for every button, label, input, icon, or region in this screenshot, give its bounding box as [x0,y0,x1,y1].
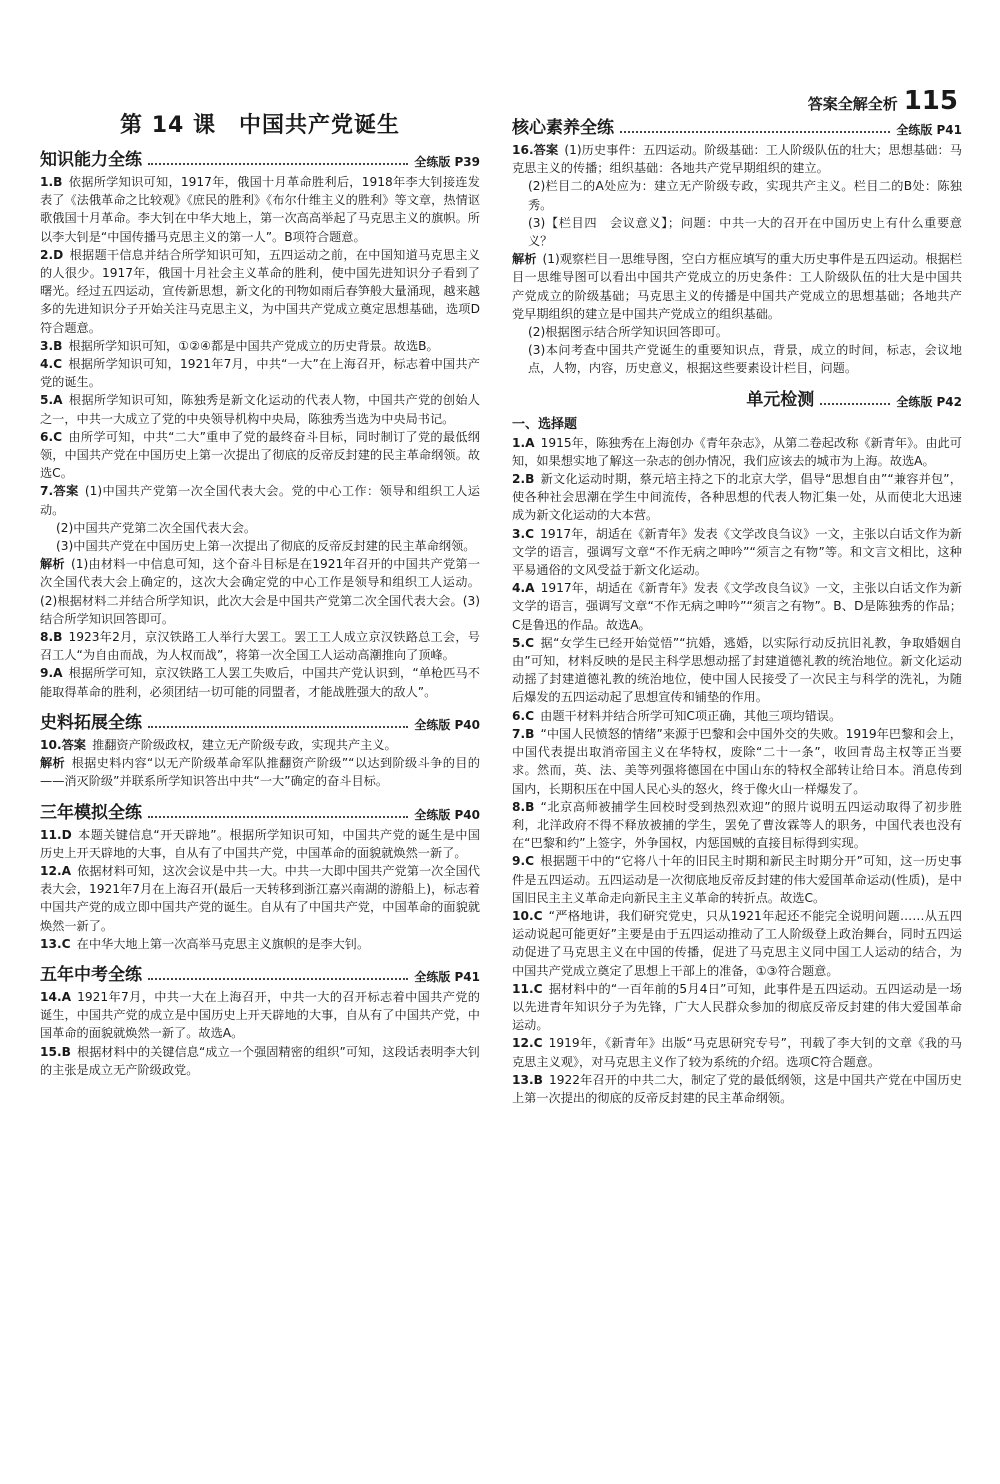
page-number: 115 [903,86,958,116]
answer-item [512,725,962,798]
answer-item [512,707,962,725]
analysis-label: 解析 [40,557,65,572]
answer-number: 14.A [40,989,72,1004]
answer-text: 1917年，胡适在《新青年》发表《文学改良刍议》一文，主张以白话文作为新文学的语言，强调写文章“不作无病之呻吟”“须言之有物”等。和文言文相比，这种平易通俗的文风受益于新文化运动。 [512,526,962,578]
answer-number: 13.C [40,936,71,951]
section-header [40,960,480,985]
answer-text: 新文化运动时期，蔡元培主持之下的北京大学，倡导“思想自由”“兼容并包”，使各种社会思潮在学生中间流传，各种思想的代表人物汇集一处，从而使北大迅速成为新文化运动的大本营。 [512,472,962,523]
answer-number: 3.B [40,338,63,353]
answer-item [512,579,962,634]
answer-item [512,980,962,1035]
section-title: 知识能力全练 [40,150,142,170]
answer-text: 由所学可知，中共“二大”重申了党的最终奋斗目标，同时制订了党的最低纲领，中国共产党在中国历史上第一次提出了彻底的反帝反封建的民主革命纲领。故选C。 [40,429,480,481]
analysis-text: (1)由材料一中信息可知，这个奋斗目标是在1921年召开的中国共产党第一次全国代表大会上确定的，这次大会确定党的中心工作是领导和组织工人运动。(2)根据材料二并结合所学知识，此次大会是中国共产党第二次全国代表大会。(3)结合所学知识回答即可。 [40,557,481,626]
answer-text: 据“女学生已经开始觉悟”“抗婚，逃婚，以实际行动反抗旧礼教，争取婚姻自由”可知，材料反映的是民主科学思想动摇了封建道德礼教的统治地位。新文化运动动摇了封建道德礼教的统治地位，使中国人民接受了一次民主与科学的洗礼，为随后爆发的五四运动起了思想宣传和铺垫的作用。 [512,635,962,705]
section-header [40,708,480,733]
answer-number: 6.C [40,429,63,444]
analysis-text: (1)观察栏目一思维导图，空白方框应填写的重大历史事件是五四运动。根据栏目一思维导图可以看出中国共产党成立的历史条件：工人阶级队伍的壮大是中国共产党成立的阶级基础；马克思主义的传播是中国共产党成立的思想基础；各地共产党早期组织的建立是中国共产党成立的组织基础。 [512,252,963,321]
section-gap [40,953,480,955]
right-sections [512,113,962,1109]
answer-text: 由题干材料并结合所学可知C项正确，其他三项均错误。 [540,708,842,723]
answer-item [40,355,480,391]
analysis-label: 解析 [40,756,66,771]
answer-number: 4.C [40,357,63,372]
answer-text: 根据所学可知，京汉铁路工人罢工失败后，中国共产党认识到，“单枪匹马不能取得革命的胜利，必须团结一切可能的同盟者，才能战胜强大的敌人”。 [40,666,480,699]
section-title: 核心素养全练 [512,118,614,138]
answer-text: 1922年召开的中共二大，制定了党的最低纲领，这是中国共产党在中国历史上第一次提出的彻底的反帝反封建的民主革命纲领。 [512,1072,962,1105]
section-gap [512,1107,962,1109]
dotted-leader [148,162,408,165]
dotted-leader [148,977,408,980]
analysis-text: 根据史料内容“以无产阶级革命军队推翻资产阶级”“以达到阶级斗争的目的——消灭阶级”并联系所学知识答出中共“一大”确定的奋斗目标。 [40,756,480,789]
answer-text: 1919年，《新青年》出版“马克思研究专号”，刊载了李大钊的文章《我的马克思主义观》，对马克思主义作了较为系统的介绍。选项C符合题意。 [512,1036,962,1069]
section-header [512,113,962,138]
section-header [512,385,962,410]
answer-text: 根据题干信息并结合所学知识可知，五四运动之前，在中国知道马克思主义的人很少。1917年，俄国十月社会主义革命的胜利，使中国先进知识分子看到了曙光。经过五四运动，宣传新思想，新文化的刊物如雨后春笋般大量涌现，越来越多的先进知识分子开始关注马克思主义，为中国共产党成立奠定思想基础，选项D符合题意。 [40,247,480,335]
answer-number: 3.C [512,526,535,541]
answer-item [512,1034,962,1070]
dotted-leader [148,725,408,728]
answer-item [40,988,480,1043]
answer-text: “中国人民愤怒的情绪”来源于巴黎和会中国外交的失败。1919年巴黎和会上，中国代表提出取消帝国主义在华特权，废除“二十一条”，收回青岛主权等正当要求。然而，英、法、美等列强将德国在中国山东的特权全部转让给日本。消息传到国内，长期积压在中国人民心头的怒火，终于像火山一样爆发了。 [512,726,962,796]
answer-item [40,628,480,664]
answer-item [512,852,962,907]
answer-text: 根据题干中的“它将八十年的旧民主时期和新民主时期分开”可知，这一历史事件是五四运动。五四运动是一次彻底地反帝反封建的伟大爱国革命运动(性质)，是中国旧民主主义革命走向新民主主义革命的转折点。故选C。 [512,854,962,905]
analysis-item [512,250,962,323]
answer-number: 8.B [512,799,535,814]
section-gap [512,378,962,380]
answer-subpart: (2)中国共产党第二次全国代表大会。 [56,520,257,535]
answer-number: 9.C [512,854,535,869]
answer-number: 12.C [512,1036,543,1051]
answer-number: 12.A [40,863,72,878]
answer-text: 根据所学知识可知，陈独秀是新文化运动的代表人物，中国共产党的创始人之一，中共一大成立了党的中央领导机构中央局，陈独秀当选为中央局书记。 [40,393,480,426]
answer-item [512,634,962,707]
dotted-leader [148,815,408,818]
section-header [40,145,480,170]
left-sections [40,145,480,1081]
answer-subpart: (2)栏目二的A处应为：建立无产阶级专政，实现共产主义。栏目二的B处：陈独秀。 [528,179,962,212]
section-page-ref: 全练版 P39 [414,155,480,169]
analysis-item [40,754,480,790]
right-column [512,108,962,1109]
lesson-title: 第 14 课 中国共产党诞生 [120,113,400,138]
answer-item [40,246,480,337]
answer-text: 1921年7月，中共一大在上海召开，中共一大的召开标志着中国共产党的诞生，中国共产党的成立是中国历史上开天辟地的大事，自从有了中国共产党，中国革命的面貌就焕然一新了。故选A。 [40,989,480,1041]
answer-text: 据材料中的“一百年前的5月4日”可知，此事件是五四运动。五四运动是一场以先进青年知识分子为先锋，广大人民群众参加的彻底反帝反封建的伟大爱国革命运动。 [512,981,962,1033]
answer-number: 13.B [512,1072,543,1087]
answer-item [40,337,480,355]
section-page-ref: 全练版 P41 [896,123,962,137]
answer-text: 依据所学知识可知，1917年，俄国十月革命胜利后，1918年李大钊接连发表了《法俄革命之比较观》《庶民的胜利》《布尔什维主义的胜利》等文章，热情讴歌俄国十月革命。李大钊在中华大地上，第一次高高举起了马克思主义的旗帜。所以李大钊是“中国传播马克思主义的第一人”。B项符合题意。 [40,175,480,244]
answer-item [40,1043,480,1079]
answer-item [512,141,962,177]
answer-number: 11.D [40,827,72,842]
section-gap [40,791,480,793]
answer-text: 1915年，陈独秀在上海创办《青年杂志》，从第二卷起改称《新青年》。由此可知，如果想实地了解这一杂志的创办情况，我们应该去的城市为上海。故选A。 [512,435,962,468]
answer-subpart: (3)【栏目四 会议意义】；问题：中共一大的召开在中国历史上有什么重要意义？ [528,215,962,249]
section-title: 史料拓展全练 [40,712,142,733]
answer-item [40,935,480,953]
answer-number: 1.B [40,175,63,189]
section-gap [40,1079,480,1081]
header-label: 答案全解全析 [807,95,898,113]
section-page-ref: 全练版 P40 [414,807,480,822]
section-title: 三年模拟全练 [40,802,142,823]
answer-number: 9.A [40,666,63,681]
subsection-heading: 一、选择题 [512,416,578,432]
dotted-leader [620,130,890,133]
section-title: 五年中考全练 [40,964,142,985]
answer-item [40,736,480,754]
answer-item [512,525,962,580]
answer-item [512,1071,962,1107]
answer-text: 1923年2月，京汉铁路工人举行大罢工。罢工工人成立京汉铁路总工会，号召工人“为自由而战，为人权而战”，将第一次全国工人运动高潮推向了顶峰。 [40,630,480,663]
answer-item [40,826,480,862]
answer-item [40,173,480,246]
answer-number: 16.答案 [512,143,559,157]
section-gap [40,701,480,703]
answer-item [40,428,480,483]
analysis-label: 解析 [512,252,537,267]
section-title: 单元检测 [746,389,815,410]
answer-item [512,434,962,470]
answer-text: 在中华大地上第一次高举马克思主义旗帜的是李大钊。 [76,936,370,951]
answer-number: 11.C [512,981,543,996]
answer-number: 2.D [40,247,64,262]
answer-text: 1917年，胡适在《新青年》发表《文学改良刍议》一文，主张以白话文作为新文学的语言，强调写文章“不作无病之呻吟”“须言之有物”。B、D是陈独秀的作品；C是鲁迅的作品。故选A。 [512,581,962,632]
answer-item [40,862,480,935]
answer-text: 根据所学知识可知，①②④都是中国共产党成立的历史背景。故选B。 [68,338,439,353]
answer-text: “北京高师被捕学生回校时受到热烈欢迎”的照片说明五四运动取得了初步胜利，北洋政府不得不释放被捕的学生，罢免了曹汝霖等人的职务，中国代表也没有在“巴黎和约”上签字，外争国权，内惩国贼的直接目标得到实现。 [512,799,962,851]
answer-number: 1.A [512,435,535,450]
answer-item [40,391,480,427]
section-page-ref: 全练版 P41 [414,969,480,984]
answer-text: 根据材料中的关键信息“成立一个强固精密的组织”可知，这段话表明李大钊的主张是成立无产阶级政党。 [40,1044,480,1077]
answer-number: 4.A [512,581,535,596]
answer-number: 5.A [40,393,63,408]
answer-text: 根据所学知识可知，1921年7月，中共“一大”在上海召开，标志着中国共产党的诞生。 [40,357,480,390]
answer-number: 10.C [512,908,543,923]
answer-subpart: (3)中国共产党在中国历史上第一次提出了彻底的反帝反封建的民主革命纲领。 [56,539,476,554]
answer-number: 15.B [40,1044,71,1059]
answer-item [512,470,962,525]
section-page-ref: 全练版 P42 [896,394,962,409]
answer-subpart: (3)本问考查中国共产党诞生的重要知识点，背景，成立的时间，标志，会议地点，人物，内容，历史意义，根据这些要素设计栏目，问题。 [528,343,962,376]
answer-item [40,664,480,700]
answer-text: 推翻资产阶级政权，建立无产阶级专政，实现共产主义。 [92,737,397,752]
answer-item [40,482,480,518]
answer-number: 6.C [512,708,535,723]
answer-text: (1)历史事件：五四运动。阶级基础：工人阶级队伍的壮大；思想基础：马克思主义的传播；组织基础：各地共产党早期组织的建立。 [512,143,962,176]
left-column [40,108,480,1081]
answer-text: (1)中国共产党第一次全国代表大会。党的中心工作：领导和组织工人运动。 [40,484,480,517]
answer-text: 依据材料可知，这次会议是中共一大。中共一大即中国共产党第一次全国代表大会，1921年7月在上海召开(最后一天转移到浙江嘉兴南湖的游船上)，标志着中国共产党的成立即中国共产党的诞生。自从有了中国共产党，中国革命的面貌就焕然一新了。 [40,863,480,933]
answer-text: “严格地讲，我们研究党史，只从1921年起还不能完全说明问题……从五四运动说起可能更好”主要是由于五四运动推动了工人阶级登上政治舞台，同时五四运动促进了马克思主义在中国的传播，促进了马克思主义同中国工人运动的结合，为中国共产党成立奠定了思想上干部上的准备，①③符合题意。 [512,908,962,978]
answer-number: 7.B [512,726,535,741]
answer-subpart: (2)根据图示结合所学知识回答即可。 [528,325,729,340]
answer-number: 10.答案 [40,737,86,752]
answer-number: 5.C [512,635,535,650]
answer-text: 本题关键信息“开天辟地”。根据所学知识可知，中国共产党的诞生是中国历史上开天辟地的大事，自从有了中国共产党，中国革命的面貌就焕然一新了。 [40,827,480,860]
answer-number: 7.答案 [40,484,79,499]
answer-item [512,798,962,853]
section-header [40,798,480,823]
dotted-leader [820,402,890,405]
answer-number: 2.B [512,472,535,487]
answer-item [512,907,962,980]
answer-number: 8.B [40,630,63,645]
section-page-ref: 全练版 P40 [414,717,480,732]
analysis-item [40,555,480,628]
